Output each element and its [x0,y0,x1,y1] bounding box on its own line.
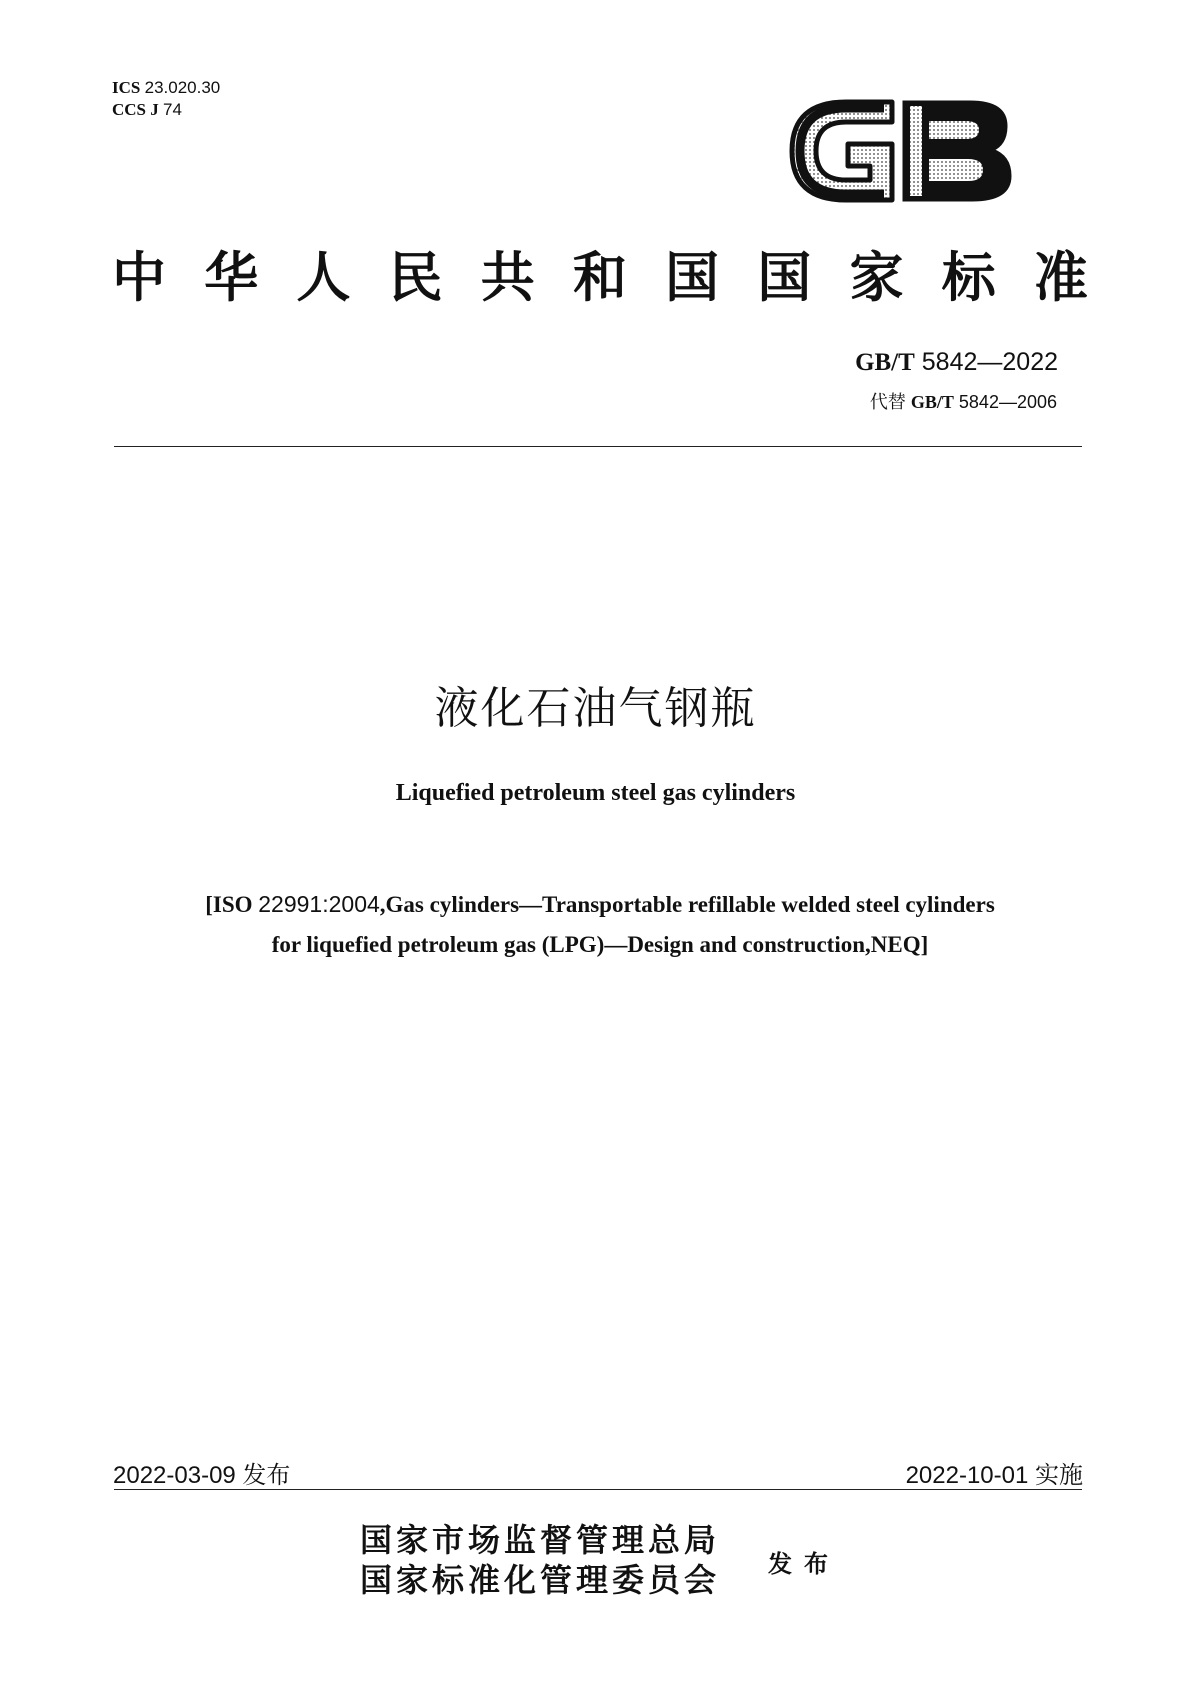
heading-char: 人 [296,246,351,309]
publish-label: 发布 [768,1550,840,1578]
heading-char: 民 [388,246,443,309]
heading-char: 家 [849,246,904,309]
national-standard-heading [112,248,1088,308]
replaces-code: 5842—2006 [958,392,1057,412]
close-bracket: ] [920,932,929,957]
replaces-label: 代替 [869,392,906,412]
ics-code: 23.020.30 [144,78,221,97]
heading-char: 和 [572,246,627,309]
iso-label: ISO [212,892,253,917]
standard-prefix: GB/T [855,349,915,376]
gb-logo [788,92,1016,210]
standard-code: 5842—2022 [921,348,1058,376]
replaces-standard [870,388,1057,414]
heading-char: 华 [204,246,259,309]
ics-label: ICS [112,78,141,97]
equivalence-line-2-text: for liquefied petroleum gas (LPG)—Design and construction,NEQ [271,932,921,957]
issuer-sac: 国家标准化管理委员会 [360,1561,721,1599]
equivalence-line-1 [120,884,1080,925]
classification-codes [112,77,220,121]
ccs-label: CCS [112,100,147,119]
ccs-code-row [112,99,220,121]
open-bracket: [ [205,892,213,917]
bottom-divider [114,1489,1082,1490]
gb-logo-letter-g [792,102,892,200]
top-divider [114,446,1082,447]
implementation-date: 2022-10-01 实施 [905,1462,1083,1489]
heading-char: 准 [1033,246,1088,309]
heading-char: 国 [757,246,812,309]
issuing-authorities [360,1520,720,1600]
replaces-prefix: GB/T [910,392,954,412]
ics-code-row [112,77,220,99]
equivalence-line-1-rest: ,Gas cylinders—Transportable refillable welded steel cylinders [379,892,995,917]
heading-char: 共 [480,246,535,309]
international-equivalence [120,884,1080,965]
gb-logo-graphic [788,92,1016,210]
heading-char: 国 [665,246,720,309]
gb-logo-letter-b [904,102,1010,200]
heading-char: 中 [112,246,166,309]
heading-char: 标 [941,246,996,309]
document-title-english: Liquefied petroleum steel gas cylinders [395,780,796,806]
standard-number [855,348,1058,377]
issue-date: 2022-03-09 发布 [113,1462,291,1489]
document-title-chinese: 液化石油气钢瓶 [434,683,757,734]
iso-number: 22991:2004 [258,891,380,917]
ccs-prefix: J [150,100,159,119]
equivalence-line-2 [120,925,1080,965]
issuer-samr: 国家市场监督管理总局 [360,1521,721,1559]
ccs-code: 74 [163,100,182,119]
